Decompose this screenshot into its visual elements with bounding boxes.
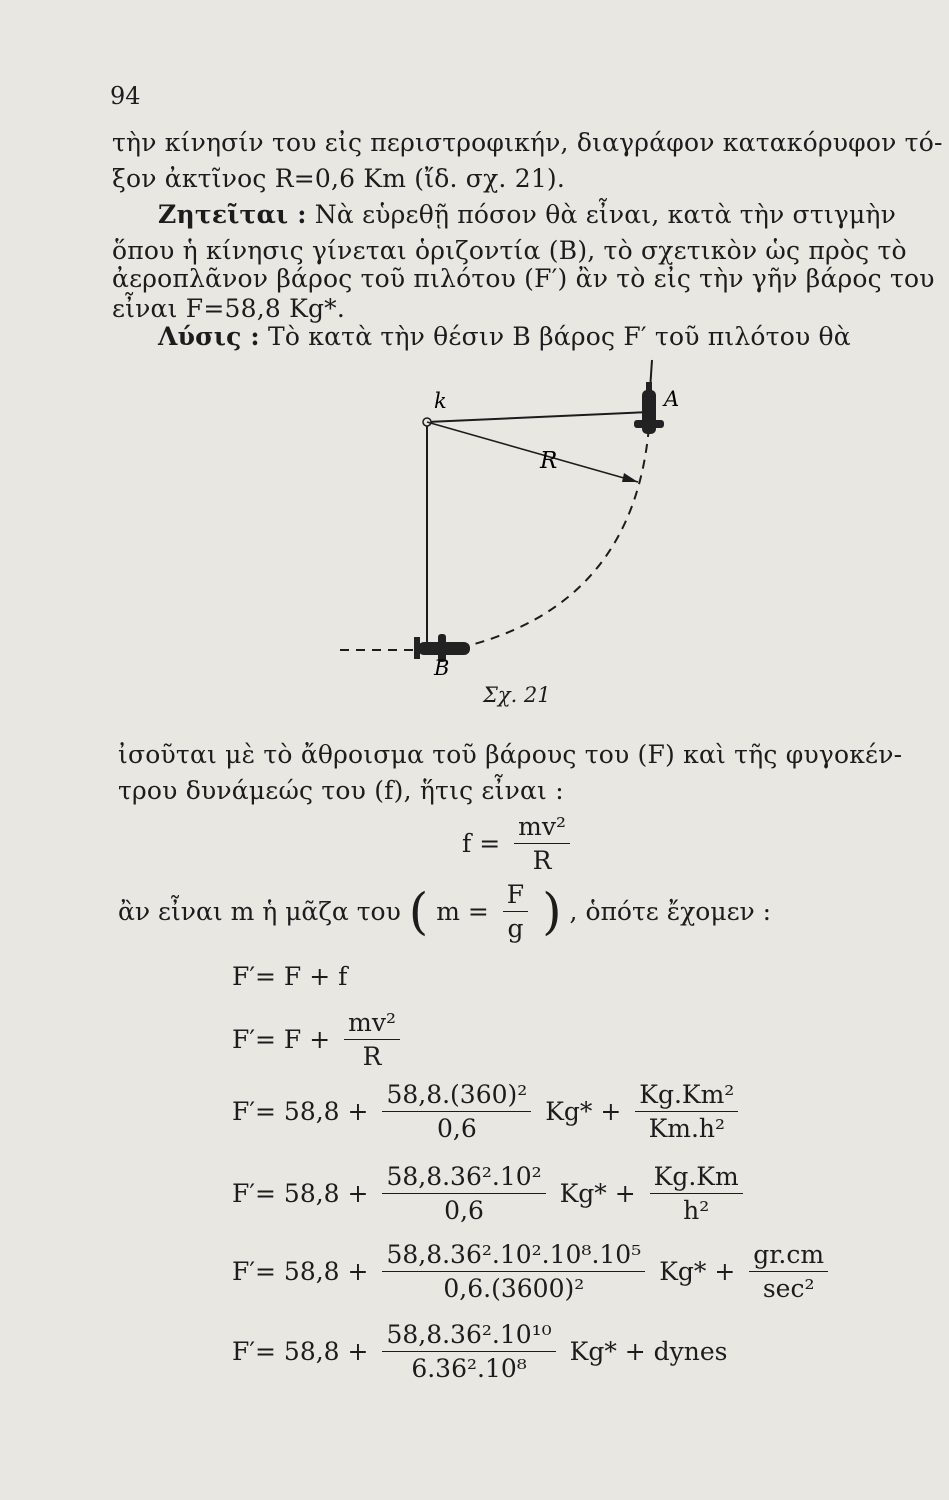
eq-2-num: mv² — [344, 1008, 400, 1040]
label-A: A — [664, 387, 680, 411]
eq-5-den: 0,6.(3600)² — [443, 1274, 585, 1303]
figure-21 — [330, 350, 710, 680]
paren-open: ( — [408, 882, 429, 941]
text-line-10 — [118, 880, 771, 943]
eq-5-lhs: F′= 58,8 + — [232, 1257, 369, 1286]
eq-4-fraction — [382, 1162, 545, 1225]
eq-4-num: 58,8.36².10² — [382, 1162, 545, 1194]
text-line-3 — [158, 200, 896, 229]
eq-5-mid: Kg* + — [659, 1257, 736, 1286]
text-line-6: εἶναι F=58,8 Kg*. — [112, 294, 346, 323]
eq-3-unit-fraction — [635, 1080, 738, 1143]
eq-2 — [232, 1008, 406, 1071]
eq-f-den: R — [532, 846, 552, 875]
eq-6-den: 6.36².10⁸ — [411, 1354, 527, 1383]
eq-f-lhs: f = — [462, 829, 501, 858]
eq-6-mid: Kg* + dynes — [569, 1337, 728, 1366]
zeteitai-heading: Ζητεῖται : — [158, 200, 307, 229]
eq-3-fraction — [382, 1080, 531, 1143]
page-number: 94 — [110, 82, 141, 110]
text-line-10-pre: ἂν εἶναι m ἡ μᾶζα του — [118, 897, 401, 926]
label-k: k — [434, 389, 447, 413]
label-R: R — [540, 448, 558, 474]
eq-6-num: 58,8.36².10¹⁰ — [382, 1320, 555, 1352]
eq-2-fraction — [344, 1008, 400, 1071]
eq-1: F′= F + f — [232, 962, 348, 991]
eq-3-lhs: F′= 58,8 + — [232, 1097, 369, 1126]
eq-3-unit-den: Km.h² — [648, 1114, 726, 1143]
eq-5-unit-num: gr.cm — [749, 1240, 828, 1272]
airplane-A-icon — [634, 382, 664, 434]
text-line-3-rest: Νὰ εὑρεθῇ πόσον θὰ εἶναι, κατὰ τὴν στιγμὴν — [314, 200, 897, 229]
radius-arrowhead — [622, 473, 638, 482]
eq-3-unit-num: Kg.Km² — [635, 1080, 738, 1112]
eq-3 — [232, 1080, 744, 1143]
eq-5-fraction — [382, 1240, 645, 1303]
eq-5-unit-den: sec² — [762, 1274, 815, 1303]
eq-6-fraction — [382, 1320, 555, 1383]
text-line-8: ἰσοῦται μὲ τὸ ἄθροισμα τοῦ βάρους του (F) καὶ τῆς φυγοκέν- — [118, 740, 903, 769]
eq-3-den: 0,6 — [436, 1114, 477, 1143]
eq-4-unit-fraction — [650, 1162, 743, 1225]
text-line-4: ὅπου ἡ κίνησις γίνεται ὁριζοντία (B), τὸ σχετικὸν ὡς πρὸς τὸ — [112, 236, 907, 265]
eq-3-mid: Kg* + — [545, 1097, 622, 1126]
eq-2-lhs: F′= F + — [232, 1025, 331, 1054]
eq-m-den: g — [507, 914, 524, 943]
eq-2-den: R — [362, 1042, 382, 1071]
text-line-10-post: , ὁπότε ἔχομεν : — [569, 897, 772, 926]
lysis-heading: Λύσις : — [158, 322, 260, 351]
text-line-7-rest: Τὸ κατὰ τὴν θέσιν B βάρος F′ τοῦ πιλότου θὰ — [267, 322, 851, 351]
eq-m-lhs: m = — [436, 897, 489, 926]
eq-6-lhs: F′= 58,8 + — [232, 1337, 369, 1366]
radius-line — [427, 422, 638, 482]
eq-5-num: 58,8.36².10².10⁸.10⁵ — [382, 1240, 645, 1272]
text-line-1: τὴν κίνησίν του εἰς περιστροφικήν, διαγράφον κατακόρυφον τό- — [112, 128, 943, 157]
line-kA — [427, 412, 650, 422]
eq-f-num: mv² — [514, 812, 570, 844]
eq-4 — [232, 1162, 749, 1225]
text-line-5: ἀεροπλᾶνον βάρος τοῦ πιλότου (F′) ἂν τὸ εἰς τὴν γῆν βάρος του — [112, 264, 935, 293]
eq-f — [462, 812, 576, 875]
eq-4-lhs: F′= 58,8 + — [232, 1179, 369, 1208]
paren-close: ) — [542, 882, 562, 941]
text-line-7 — [158, 322, 851, 351]
eq-5-unit-fraction — [749, 1240, 828, 1303]
eq-f-fraction — [514, 812, 570, 875]
figure-caption: Σχ. 21 — [483, 683, 551, 707]
eq-3-num: 58,8.(360)² — [382, 1080, 531, 1112]
eq-m-fraction — [503, 880, 528, 943]
eq-m-num: F — [503, 880, 528, 912]
label-B: B — [434, 656, 450, 680]
eq-4-mid: Kg* + — [559, 1179, 636, 1208]
text-line-9: τρου δυνάμεώς του (f), ἥτις εἶναι : — [118, 776, 564, 805]
eq-4-den: 0,6 — [444, 1196, 484, 1225]
eq-6 — [232, 1320, 728, 1383]
eq-5 — [232, 1240, 834, 1303]
eq-4-unit-den: h² — [683, 1196, 710, 1225]
eq-4-unit-num: Kg.Km — [650, 1162, 743, 1194]
text-line-2: ξον ἀκτῖνος R=0,6 Km (ἴδ. σχ. 21). — [112, 164, 566, 193]
